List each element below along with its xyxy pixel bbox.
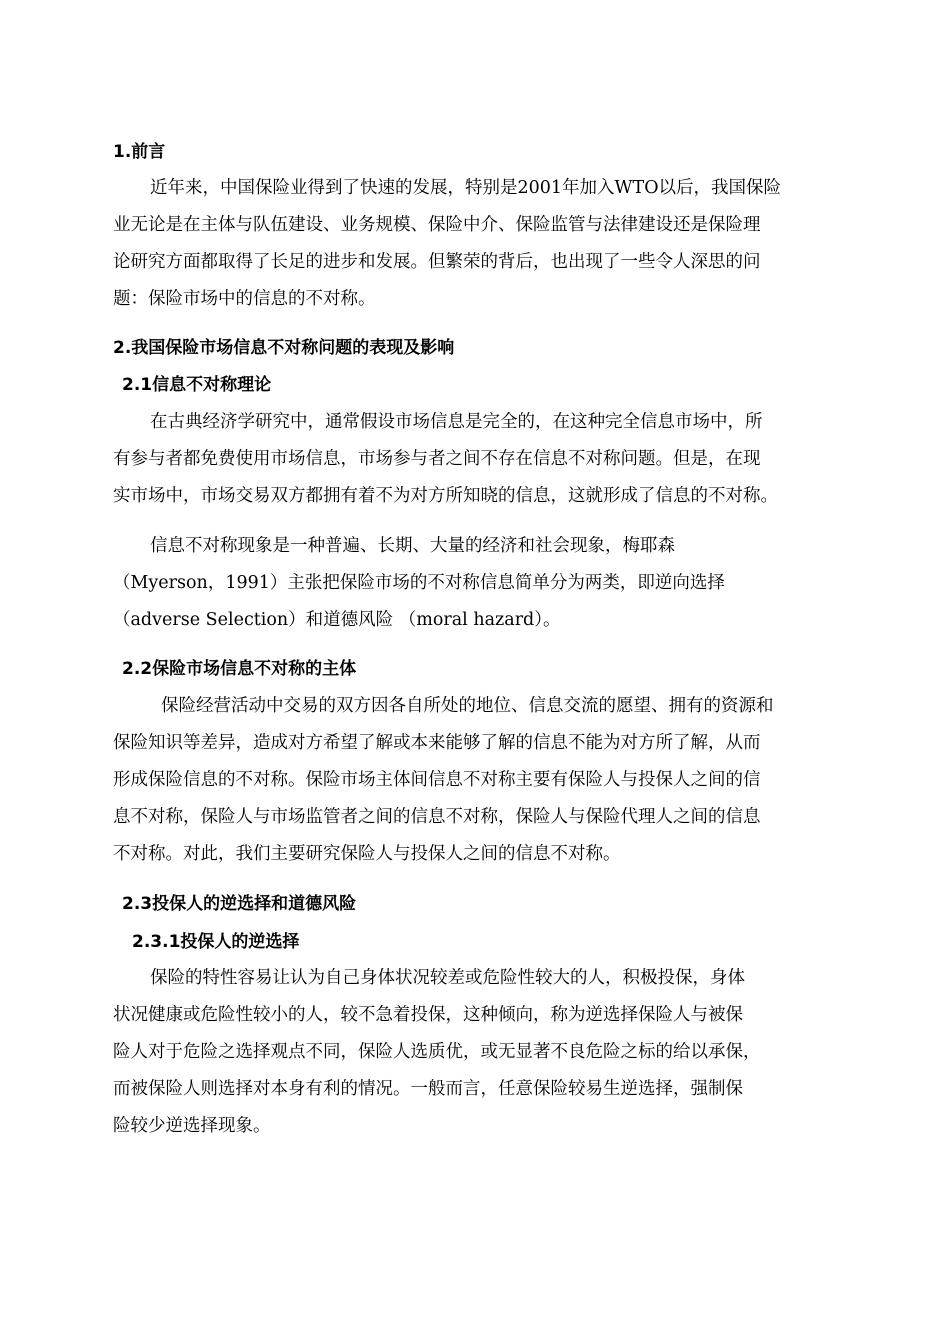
section-heading-2-3-1: 2.3.1投保人的逆选择 xyxy=(132,932,300,952)
section-heading-2-3: 2.3投保人的逆选择和道德风险 xyxy=(122,894,357,914)
section-heading-1: 1.前言 xyxy=(113,142,166,162)
text-line: 题：保险市场中的信息的不对称。 xyxy=(113,289,376,309)
paragraph-market-subjects xyxy=(113,688,833,873)
text-line: 信息不对称现象是一种普遍、长期、大量的经济和社会现象，梅耶森 xyxy=(150,536,675,556)
text-line: 有参与者都免费使用市场信息，市场参与者之间不存在信息不对称问题。但是，在现 xyxy=(113,449,761,469)
text-line: （adverse Selection）和道德风险 （moral hazard）。 xyxy=(113,610,561,630)
text-line: 实市场中，市场交易双方都拥有着不为对方所知晓的信息，这就形成了信息的不对称。 xyxy=(113,486,778,506)
paragraph-asymmetry-theory xyxy=(113,404,833,515)
text-line: 保险的特性容易让认为自己身体状况较差或危险性较大的人，积极投保，身体 xyxy=(150,968,745,988)
section-heading-2-1: 2.1信息不对称理论 xyxy=(122,375,272,395)
section-heading-2-2: 2.2保险市场信息不对称的主体 xyxy=(122,659,357,679)
text-line: 险较少逆选择现象。 xyxy=(113,1116,271,1136)
text-line: 在古典经济学研究中，通常假设市场信息是完全的，在这种完全信息市场中，所 xyxy=(150,412,763,432)
text-line: 息不对称，保险人与市场监管者之间的信息不对称，保险人与保险代理人之间的信息 xyxy=(113,807,761,827)
text-line: 状况健康或危险性较小的人，较不急着投保，这种倾向，称为逆选择保险人与被保 xyxy=(113,1005,743,1025)
text-line: 论研究方面都取得了长足的进步和发展。但繁荣的背后，也出现了一些令人深思的问 xyxy=(113,252,761,272)
text-line: 险人对于危险之选择观点不同，保险人选质优，或无显著不良危险之标的给以承保， xyxy=(113,1042,761,1062)
paragraph-adverse-selection xyxy=(113,960,833,1145)
text-line: 保险经营活动中交易的双方因各自所处的地位、信息交流的愿望、拥有的资源和 xyxy=(161,696,774,716)
text-line: 保险知识等差异，造成对方希望了解或本来能够了解的信息不能为对方所了解，从而 xyxy=(113,733,761,753)
text-line: 近年来，中国保险业得到了快速的发展，特别是2001年加入WTO以后，我国保险 xyxy=(150,178,782,198)
paragraph-myerson xyxy=(113,528,833,639)
text-line: 形成保险信息的不对称。保险市场主体间信息不对称主要有保险人与投保人之间的信 xyxy=(113,770,761,790)
paragraph-introduction xyxy=(113,170,833,318)
text-line: 而被保险人则选择对本身有利的情况。一般而言，任意保险较易生逆选择，强制保 xyxy=(113,1079,743,1099)
text-line: 不对称。对此，我们主要研究保险人与投保人之间的信息不对称。 xyxy=(113,844,621,864)
text-line: （Myerson，1991）主张把保险市场的不对称信息简单分为两类，即逆向选择 xyxy=(113,573,725,593)
text-line: 业无论是在主体与队伍建设、业务规模、保险中介、保险监管与法律建设还是保险理 xyxy=(113,215,761,235)
section-heading-2: 2.我国保险市场信息不对称问题的表现及影响 xyxy=(113,338,455,358)
